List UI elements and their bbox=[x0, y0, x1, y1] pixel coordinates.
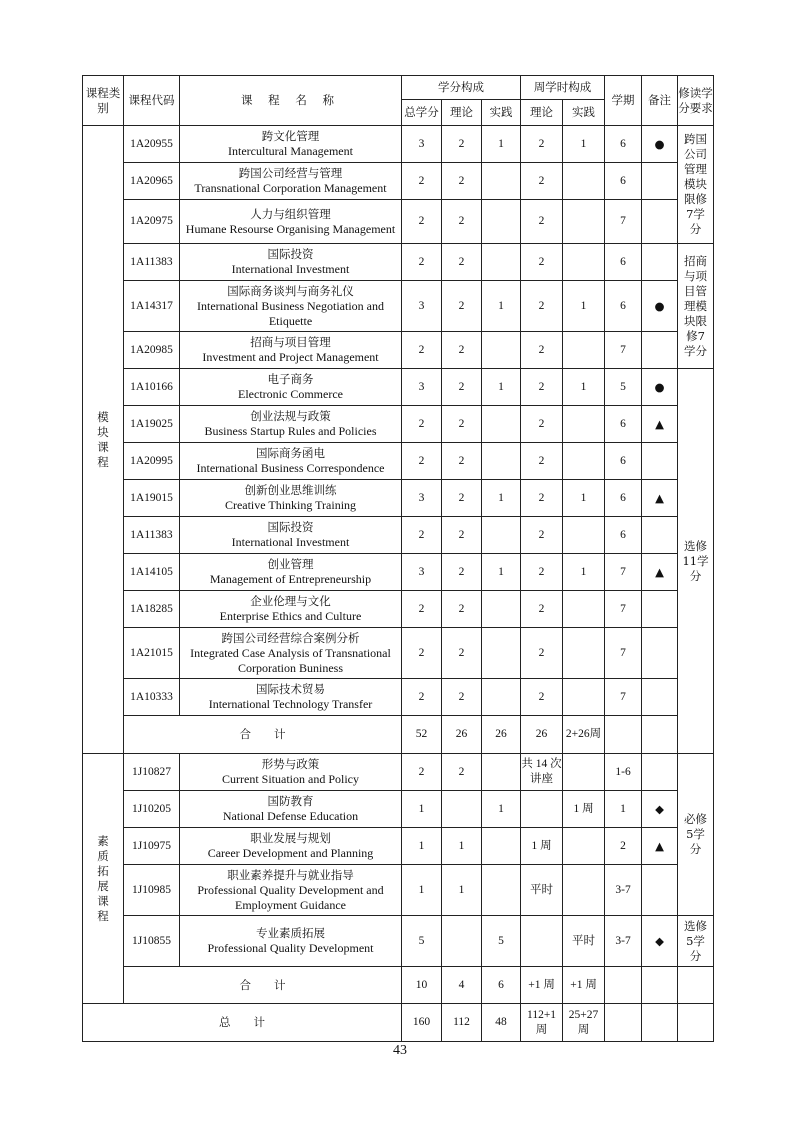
theory-credits: 2 bbox=[442, 628, 482, 679]
practice-credits bbox=[482, 244, 521, 281]
course-name-en: Professional Quality Development and Employment Guidance bbox=[197, 882, 384, 912]
total-credits: 3 bbox=[402, 126, 442, 163]
weekly-practice bbox=[563, 443, 605, 480]
semester: 3-7 bbox=[605, 916, 642, 967]
course-name-zh: 创业管理 bbox=[267, 557, 314, 571]
weekly-theory: 共 14 次讲座 bbox=[521, 754, 563, 791]
table-row bbox=[83, 443, 714, 480]
practice-credits bbox=[482, 163, 521, 200]
course-code: 1A10333 bbox=[124, 679, 180, 716]
semester: 5 bbox=[605, 369, 642, 406]
total-credits: 2 bbox=[402, 754, 442, 791]
practice-credits: 1 bbox=[482, 791, 521, 828]
course-name bbox=[180, 628, 402, 679]
header-remark: 备注 bbox=[642, 76, 678, 126]
course-name bbox=[180, 244, 402, 281]
course-name bbox=[180, 754, 402, 791]
course-name bbox=[180, 791, 402, 828]
theory-credits: 2 bbox=[442, 163, 482, 200]
course-code: 1A11383 bbox=[124, 517, 180, 554]
course-code: 1A20965 bbox=[124, 163, 180, 200]
practice-credits bbox=[482, 679, 521, 716]
theory-credits: 2 bbox=[442, 517, 482, 554]
course-code: 1J10827 bbox=[124, 754, 180, 791]
course-code: 1J10205 bbox=[124, 791, 180, 828]
table-row bbox=[83, 480, 714, 517]
course-name-zh: 创业法规与政策 bbox=[250, 409, 331, 423]
total-credits: 1 bbox=[402, 828, 442, 865]
weekly-theory: 26 bbox=[521, 716, 563, 754]
course-code: 1A14105 bbox=[124, 554, 180, 591]
weekly-practice: 25+27 周 bbox=[563, 1004, 605, 1042]
semester: 6 bbox=[605, 163, 642, 200]
weekly-theory: 2 bbox=[521, 244, 563, 281]
header-practice: 实践 bbox=[482, 100, 521, 126]
course-name bbox=[180, 163, 402, 200]
weekly-theory bbox=[521, 791, 563, 828]
subtotal-row bbox=[83, 716, 714, 754]
weekly-practice: 1 bbox=[563, 480, 605, 517]
table-row bbox=[83, 828, 714, 865]
remark bbox=[642, 967, 678, 1004]
course-name-en: Current Situation and Policy bbox=[222, 772, 359, 786]
course-name bbox=[180, 126, 402, 163]
remark: ◆ bbox=[642, 791, 678, 828]
practice-credits: 1 bbox=[482, 126, 521, 163]
remark bbox=[642, 200, 678, 244]
header-weekly-group: 周学时构成 bbox=[521, 76, 605, 100]
course-name-en: Career Development and Planning bbox=[207, 846, 374, 860]
requirement bbox=[678, 967, 714, 1004]
remark: ◆ bbox=[642, 916, 678, 967]
theory-credits: 2 bbox=[442, 332, 482, 369]
semester: 6 bbox=[605, 517, 642, 554]
remark bbox=[642, 679, 678, 716]
theory-credits: 2 bbox=[442, 591, 482, 628]
remark bbox=[642, 1004, 678, 1042]
total-credits: 2 bbox=[402, 628, 442, 679]
course-code: 1A19025 bbox=[124, 406, 180, 443]
total-credits: 3 bbox=[402, 480, 442, 517]
grand-total-row bbox=[83, 1004, 714, 1042]
course-name-zh: 职业发展与规划 bbox=[250, 831, 331, 845]
course-name-en: International Business Negotiation and Etiquette bbox=[197, 298, 384, 328]
header-weekly-theory: 理论 bbox=[521, 100, 563, 126]
practice-credits bbox=[482, 406, 521, 443]
practice-credits: 1 bbox=[482, 480, 521, 517]
practice-credits bbox=[482, 332, 521, 369]
practice-credits: 6 bbox=[482, 967, 521, 1004]
remark: ▲ bbox=[642, 406, 678, 443]
course-name-en: International Investment bbox=[231, 535, 350, 549]
total-credits: 160 bbox=[402, 1004, 442, 1042]
course-name-en: Electronic Commerce bbox=[238, 387, 343, 401]
total-credits: 2 bbox=[402, 332, 442, 369]
course-code: 1J10855 bbox=[124, 916, 180, 967]
course-name bbox=[180, 281, 402, 332]
semester: 1 bbox=[605, 791, 642, 828]
semester bbox=[605, 716, 642, 754]
course-code: 1A14317 bbox=[124, 281, 180, 332]
remark bbox=[642, 865, 678, 916]
weekly-practice bbox=[563, 200, 605, 244]
theory-credits: 2 bbox=[442, 244, 482, 281]
weekly-theory: 2 bbox=[521, 591, 563, 628]
course-name-en: Enterprise Ethics and Culture bbox=[219, 609, 362, 623]
header-credits-group: 学分构成 bbox=[402, 76, 521, 100]
requirement-required: 必修5学分 bbox=[678, 754, 714, 916]
course-name-zh: 国际投资 bbox=[267, 247, 314, 261]
course-name-en: International Investment bbox=[231, 262, 350, 276]
theory-credits: 4 bbox=[442, 967, 482, 1004]
total-credits: 52 bbox=[402, 716, 442, 754]
weekly-practice bbox=[563, 865, 605, 916]
requirement-investment: 招商与项目管理模块限修7学分 bbox=[678, 244, 714, 369]
weekly-theory: 1 周 bbox=[521, 828, 563, 865]
weekly-theory: 2 bbox=[521, 369, 563, 406]
practice-credits: 5 bbox=[482, 916, 521, 967]
course-code: 1A20985 bbox=[124, 332, 180, 369]
weekly-practice bbox=[563, 332, 605, 369]
total-credits: 2 bbox=[402, 163, 442, 200]
total-credits: 2 bbox=[402, 591, 442, 628]
theory-credits: 2 bbox=[442, 369, 482, 406]
weekly-practice: 1 周 bbox=[563, 791, 605, 828]
weekly-practice: 1 bbox=[563, 554, 605, 591]
course-name bbox=[180, 517, 402, 554]
weekly-practice: 1 bbox=[563, 369, 605, 406]
weekly-practice: 1 bbox=[563, 126, 605, 163]
course-code: 1A18285 bbox=[124, 591, 180, 628]
course-name-zh: 跨文化管理 bbox=[261, 129, 320, 143]
semester: 6 bbox=[605, 480, 642, 517]
page-number: 43 bbox=[393, 1043, 407, 1058]
course-name-zh: 创新创业思维训练 bbox=[244, 483, 337, 497]
semester: 7 bbox=[605, 628, 642, 679]
course-name bbox=[180, 443, 402, 480]
theory-credits: 2 bbox=[442, 754, 482, 791]
course-code: 1A11383 bbox=[124, 244, 180, 281]
total-credits: 3 bbox=[402, 369, 442, 406]
course-name-en: Transnational Corporation Management bbox=[194, 181, 387, 195]
header-category: 课程类别 bbox=[83, 76, 124, 126]
total-credits: 3 bbox=[402, 554, 442, 591]
course-name bbox=[180, 369, 402, 406]
total-credits: 10 bbox=[402, 967, 442, 1004]
semester: 2 bbox=[605, 828, 642, 865]
theory-credits: 112 bbox=[442, 1004, 482, 1042]
table-row bbox=[83, 916, 714, 967]
course-name bbox=[180, 865, 402, 916]
practice-credits bbox=[482, 828, 521, 865]
table-row bbox=[83, 281, 714, 332]
remark: ● bbox=[642, 281, 678, 332]
course-name-en: Humane Resourse Organising Management bbox=[185, 221, 396, 236]
practice-credits: 48 bbox=[482, 1004, 521, 1042]
weekly-theory: 2 bbox=[521, 126, 563, 163]
weekly-practice: 平时 bbox=[563, 916, 605, 967]
table-row bbox=[83, 754, 714, 791]
course-name bbox=[180, 200, 402, 244]
theory-credits: 26 bbox=[442, 716, 482, 754]
semester: 6 bbox=[605, 244, 642, 281]
course-name-en: International Technology Transfer bbox=[208, 697, 373, 711]
semester: 7 bbox=[605, 554, 642, 591]
course-name-en: National Defense Education bbox=[222, 809, 359, 823]
table-row bbox=[83, 628, 714, 679]
theory-credits: 2 bbox=[442, 406, 482, 443]
weekly-practice bbox=[563, 591, 605, 628]
total-credits: 2 bbox=[402, 679, 442, 716]
weekly-practice bbox=[563, 754, 605, 791]
header-theory: 理论 bbox=[442, 100, 482, 126]
course-code: 1J10985 bbox=[124, 865, 180, 916]
practice-credits bbox=[482, 591, 521, 628]
category-quality: 素质拓展课程 bbox=[83, 754, 124, 1004]
table-row bbox=[83, 332, 714, 369]
total-credits: 1 bbox=[402, 865, 442, 916]
semester: 6 bbox=[605, 443, 642, 480]
remark: ● bbox=[642, 369, 678, 406]
weekly-theory: 2 bbox=[521, 281, 563, 332]
weekly-theory: 2 bbox=[521, 554, 563, 591]
subtotal-label: 合 计 bbox=[124, 967, 402, 1004]
course-name-zh: 国防教育 bbox=[267, 794, 314, 808]
course-name bbox=[180, 332, 402, 369]
course-name-zh: 电子商务 bbox=[267, 372, 314, 386]
course-name-zh: 国际商务谈判与商务礼仪 bbox=[227, 283, 354, 298]
semester bbox=[605, 1004, 642, 1042]
weekly-theory: 2 bbox=[521, 332, 563, 369]
weekly-theory: 2 bbox=[521, 200, 563, 244]
weekly-practice: 2+26周 bbox=[563, 716, 605, 754]
weekly-practice: 1 bbox=[563, 281, 605, 332]
practice-credits: 1 bbox=[482, 554, 521, 591]
total-credits: 3 bbox=[402, 281, 442, 332]
total-credits: 2 bbox=[402, 406, 442, 443]
course-code: 1A10166 bbox=[124, 369, 180, 406]
course-name-zh: 国际商务函电 bbox=[256, 446, 325, 460]
table-body bbox=[83, 76, 714, 1042]
weekly-practice bbox=[563, 628, 605, 679]
table-row bbox=[83, 517, 714, 554]
practice-credits: 1 bbox=[482, 281, 521, 332]
course-name bbox=[180, 554, 402, 591]
theory-credits bbox=[442, 791, 482, 828]
theory-credits: 1 bbox=[442, 828, 482, 865]
remark: ▲ bbox=[642, 554, 678, 591]
course-name bbox=[180, 591, 402, 628]
theory-credits: 2 bbox=[442, 480, 482, 517]
total-credits: 1 bbox=[402, 791, 442, 828]
course-name-zh: 招商与项目管理 bbox=[250, 335, 331, 349]
weekly-practice bbox=[563, 406, 605, 443]
header-name: 课 程 名 称 bbox=[180, 76, 402, 126]
remark bbox=[642, 163, 678, 200]
theory-credits: 2 bbox=[442, 443, 482, 480]
remark bbox=[642, 332, 678, 369]
requirement bbox=[678, 1004, 714, 1042]
course-name bbox=[180, 480, 402, 517]
total-credits: 2 bbox=[402, 443, 442, 480]
weekly-theory: 2 bbox=[521, 517, 563, 554]
theory-credits: 2 bbox=[442, 679, 482, 716]
header-semester: 学期 bbox=[605, 76, 642, 126]
theory-credits: 2 bbox=[442, 200, 482, 244]
remark bbox=[642, 443, 678, 480]
category-module: 模块课程 bbox=[83, 126, 124, 754]
semester: 6 bbox=[605, 126, 642, 163]
course-name-en: Creative Thinking Training bbox=[224, 498, 357, 512]
course-name-en: International Business Correspondence bbox=[196, 461, 385, 475]
weekly-theory: 2 bbox=[521, 443, 563, 480]
table-row bbox=[83, 591, 714, 628]
subtotal-row bbox=[83, 967, 714, 1004]
course-name-zh: 跨国公司经营综合案例分析 bbox=[221, 630, 360, 645]
practice-credits bbox=[482, 200, 521, 244]
remark bbox=[642, 716, 678, 754]
weekly-practice bbox=[563, 244, 605, 281]
course-name-en: Intercultural Management bbox=[228, 144, 353, 158]
semester bbox=[605, 967, 642, 1004]
course-name-zh: 人力与组织管理 bbox=[250, 206, 331, 221]
course-name bbox=[180, 828, 402, 865]
requirement-elective-quality: 选修5学分 bbox=[678, 916, 714, 967]
semester: 7 bbox=[605, 679, 642, 716]
total-credits: 2 bbox=[402, 517, 442, 554]
practice-credits bbox=[482, 443, 521, 480]
course-name-zh: 跨国公司经营与管理 bbox=[238, 166, 343, 180]
table-row bbox=[83, 554, 714, 591]
header-weekly-practice: 实践 bbox=[563, 100, 605, 126]
practice-credits bbox=[482, 754, 521, 791]
weekly-practice bbox=[563, 828, 605, 865]
course-name-zh: 职业素养提升与就业指导 bbox=[227, 867, 354, 882]
course-name-en: Business Startup Rules and Policies bbox=[204, 424, 377, 438]
semester: 1-6 bbox=[605, 754, 642, 791]
course-name-en: Management of Entrepreneurship bbox=[209, 572, 372, 586]
table-row bbox=[83, 163, 714, 200]
weekly-theory: 2 bbox=[521, 406, 563, 443]
weekly-theory: 2 bbox=[521, 480, 563, 517]
theory-credits: 1 bbox=[442, 865, 482, 916]
practice-credits: 1 bbox=[482, 369, 521, 406]
course-code: 1A19015 bbox=[124, 480, 180, 517]
requirement-elective: 选修11学分 bbox=[678, 369, 714, 754]
weekly-theory: 112+1 周 bbox=[521, 1004, 563, 1042]
weekly-theory: 2 bbox=[521, 628, 563, 679]
course-code: 1A21015 bbox=[124, 628, 180, 679]
practice-credits bbox=[482, 628, 521, 679]
subtotal-label: 合 计 bbox=[124, 716, 402, 754]
table-row bbox=[83, 244, 714, 281]
course-code: 1A20995 bbox=[124, 443, 180, 480]
remark bbox=[642, 591, 678, 628]
course-code: 1A20955 bbox=[124, 126, 180, 163]
table-row bbox=[83, 791, 714, 828]
weekly-theory: 2 bbox=[521, 163, 563, 200]
remark bbox=[642, 244, 678, 281]
table-row bbox=[83, 865, 714, 916]
weekly-theory: +1 周 bbox=[521, 967, 563, 1004]
weekly-practice bbox=[563, 679, 605, 716]
course-name-zh: 国际投资 bbox=[267, 520, 314, 534]
table-row bbox=[83, 126, 714, 163]
requirement-transnational: 跨国公司管理模块限修7学分 bbox=[678, 126, 714, 244]
practice-credits bbox=[482, 517, 521, 554]
weekly-practice bbox=[563, 163, 605, 200]
practice-credits bbox=[482, 865, 521, 916]
semester: 7 bbox=[605, 200, 642, 244]
course-name-en: Integrated Case Analysis of Transnational Corporation Buniness bbox=[190, 645, 391, 675]
remark bbox=[642, 628, 678, 679]
weekly-theory: 平时 bbox=[521, 865, 563, 916]
remark: ● bbox=[642, 126, 678, 163]
total-credits: 2 bbox=[402, 244, 442, 281]
semester: 3-7 bbox=[605, 865, 642, 916]
theory-credits: 2 bbox=[442, 126, 482, 163]
weekly-theory: 2 bbox=[521, 679, 563, 716]
header-requirement: 修读学分要求 bbox=[678, 76, 714, 126]
practice-credits: 26 bbox=[482, 716, 521, 754]
course-name bbox=[180, 916, 402, 967]
table-row bbox=[83, 369, 714, 406]
header-total-credits: 总学分 bbox=[402, 100, 442, 126]
course-name-en: Professional Quality Development bbox=[207, 941, 374, 955]
course-name bbox=[180, 679, 402, 716]
grand-total-label: 总 计 bbox=[83, 1004, 402, 1042]
course-name-en: Investment and Project Management bbox=[202, 350, 379, 364]
course-name-zh: 专业素质拓展 bbox=[256, 926, 325, 940]
weekly-theory bbox=[521, 916, 563, 967]
curriculum-table bbox=[82, 75, 714, 1042]
remark: ▲ bbox=[642, 480, 678, 517]
semester: 7 bbox=[605, 591, 642, 628]
course-name-zh: 企业伦理与文化 bbox=[250, 594, 331, 608]
theory-credits: 2 bbox=[442, 281, 482, 332]
total-credits: 5 bbox=[402, 916, 442, 967]
semester: 6 bbox=[605, 281, 642, 332]
course-code: 1J10975 bbox=[124, 828, 180, 865]
remark: ▲ bbox=[642, 828, 678, 865]
header-code: 课程代码 bbox=[124, 76, 180, 126]
course-code: 1A20975 bbox=[124, 200, 180, 244]
remark bbox=[642, 754, 678, 791]
theory-credits bbox=[442, 916, 482, 967]
course-name bbox=[180, 406, 402, 443]
weekly-practice bbox=[563, 517, 605, 554]
table-row bbox=[83, 679, 714, 716]
remark bbox=[642, 517, 678, 554]
total-credits: 2 bbox=[402, 200, 442, 244]
weekly-practice: +1 周 bbox=[563, 967, 605, 1004]
table-row bbox=[83, 200, 714, 244]
course-name-zh: 国际技术贸易 bbox=[256, 682, 325, 696]
semester: 7 bbox=[605, 332, 642, 369]
course-name-zh: 形势与政策 bbox=[261, 757, 320, 771]
table-row bbox=[83, 406, 714, 443]
theory-credits: 2 bbox=[442, 554, 482, 591]
semester: 6 bbox=[605, 406, 642, 443]
